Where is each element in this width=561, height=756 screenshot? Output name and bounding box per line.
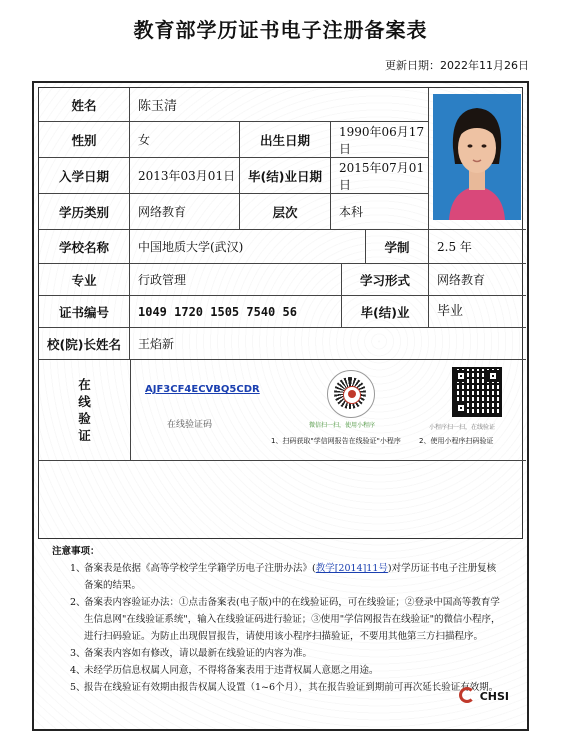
record-table [38, 87, 523, 539]
verify-char-1: 在 [78, 377, 91, 392]
verify-char-2: 线 [78, 394, 91, 409]
result-value: 毕业 [429, 296, 526, 328]
note-2-number: 2、 [70, 597, 86, 608]
verification-code-caption: 在线验证码 [167, 420, 213, 430]
enroll-label: 入学日期 [39, 158, 130, 194]
form-value: 网络教育 [429, 264, 526, 296]
wechat-miniprogram-code-icon [327, 370, 375, 418]
name-label: 姓名 [39, 88, 130, 122]
notes-section [38, 541, 523, 725]
photo-cell [429, 88, 526, 230]
regulation-link[interactable]: 教学[2014]11号 [315, 563, 388, 574]
length-label: 学制 [366, 230, 429, 264]
name-value: 陈玉清 [130, 88, 429, 122]
scan-step-2: 2、使用小程序扫码验证 [419, 437, 494, 445]
length-value: 2.5 年 [429, 230, 526, 264]
note-4-text: 未经学历信息权属人同意，不得将备案表用于违背权属人意愿之用途。 [84, 665, 379, 676]
note-5-text: 报告在线验证有效期由报告权属人设置（1~6个月），其在报告验证到期前可再次延长验证有效期。 [84, 682, 499, 693]
level-value: 本科 [331, 194, 429, 230]
page-title: 教育部学历证书电子注册备案表 [133, 18, 428, 42]
president-label: 校(院)长姓名 [39, 328, 130, 360]
note-item-3 [38, 645, 523, 662]
qr-code-icon [452, 367, 502, 417]
note-2-text: 备案表内容验证办法：①点击备案表(电子版)中的在线验证码，可在线验证；②登录中国高等教育学生信息网"在线验证系统"，输入在线验证码进行验证；③使用"学信网报告在线验证"的微信小程序，进行扫码验证。为防止出现假冒报告，请使用该小程序扫描验证，不要用其他第三方扫描程序。 [84, 597, 501, 642]
student-photo [433, 94, 521, 220]
verify-char-3: 验 [78, 411, 91, 426]
result-label: 毕(结)业 [342, 296, 429, 328]
update-date [385, 57, 529, 73]
birth-value: 1990年06月17日 [331, 122, 429, 158]
enroll-value: 2013年03月01日 [130, 158, 240, 194]
chsi-logo [456, 685, 509, 707]
note-1-number: 1、 [70, 563, 86, 574]
note-4-number: 4、 [70, 665, 86, 676]
school-value: 中国地质大学(武汉) [130, 230, 366, 264]
major-label: 专业 [39, 264, 130, 296]
update-value: 2022年11月26日 [440, 59, 529, 72]
note-3-text: 备案表内容如有修改，请以最新在线验证的内容为准。 [84, 648, 313, 659]
portrait-illustration [433, 94, 521, 220]
gender-value: 女 [130, 122, 240, 158]
note-item-4 [38, 662, 523, 679]
verification-code-link[interactable]: AJF3CF4ECVBQ5CDR [145, 384, 260, 395]
notes-heading: 注意事项： [52, 546, 100, 557]
note-item-5 [38, 679, 523, 696]
type-value: 网络教育 [130, 194, 240, 230]
record-frame [32, 81, 529, 731]
grad-value: 2015年07月01日 [331, 158, 429, 194]
note-5-number: 5、 [70, 682, 86, 693]
gender-label: 性别 [39, 122, 130, 158]
chsi-mark-icon [456, 685, 478, 707]
update-label: 更新日期： [385, 59, 440, 72]
birth-label: 出生日期 [240, 122, 331, 158]
note-item-2 [38, 594, 523, 645]
cert-value: 1049 1720 1505 7540 56 [130, 296, 342, 328]
form-label: 学习形式 [342, 264, 429, 296]
wechat-tip: 微信扫一扫，使用小程序 [309, 422, 376, 429]
note-item-1 [38, 560, 523, 594]
grad-label: 毕(结)业日期 [240, 158, 331, 194]
cert-label: 证书编号 [39, 296, 130, 328]
verification-section [39, 360, 526, 461]
miniprogram-tip: 小程序扫一扫，在线验证 [429, 424, 496, 431]
note-1-text-b: )对学历证书电子注册复核备案的结果。 [84, 563, 497, 591]
level-label: 层次 [240, 194, 331, 230]
note-1-text-a: 备案表是依据《高等学校学生学籍学历电子注册办法》( [84, 563, 316, 574]
verification-label [39, 360, 131, 460]
note-3-number: 3、 [70, 648, 86, 659]
major-value: 行政管理 [130, 264, 342, 296]
verify-char-4: 证 [78, 428, 91, 443]
president-value: 王焰新 [130, 328, 526, 360]
type-label: 学历类别 [39, 194, 130, 230]
scan-step-1: 1、扫码获取"学信网报告在线验证"小程序 [271, 437, 401, 445]
school-label: 学校名称 [39, 230, 130, 264]
chsi-logo-text: CHSI [479, 689, 509, 703]
